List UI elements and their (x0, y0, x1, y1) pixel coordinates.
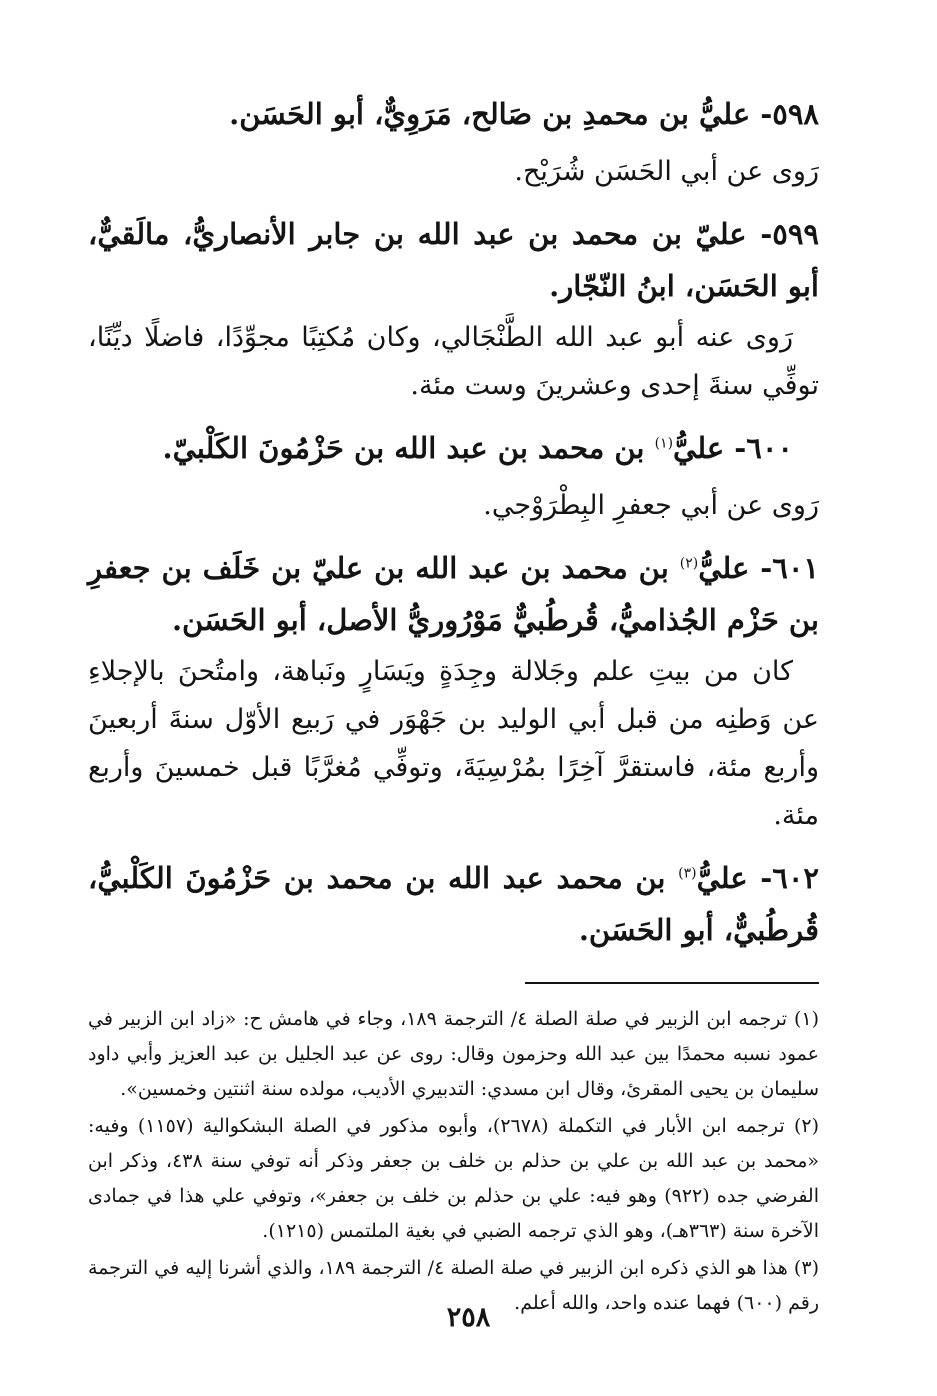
entry-heading-start: ٦٠٢- عليُّ (696, 861, 819, 895)
entry-601 (88, 542, 819, 840)
footnote-marker: (٣) (678, 865, 697, 882)
entry-heading: ٥٩٩- عليّ بن محمد بن عبد الله بن جابر الأنصاريُّ، مالَقيٌّ، أبو الحَسَن، ابنُ النّجّار. (88, 217, 819, 303)
entry-text: كان من بيتِ علم وجَلالة وجِدَةٍ ويَسَارٍ ونَباهة، وامتُحنَ بالإجلاءِ عن وَطنِه من قبل أبي الوليد بن جَهْوَر في رَبيع الأوّل سنةَ أربعينَ وأربع مئة، فاستقرَّ آخِرًا بمُرْسِيَةَ، وتوفِّي مُغرَّبًا قبل خمسينَ وأربع مئة. (88, 656, 819, 831)
entry-text: رَوى عن أبي الحَسَن شُرَيْح. (514, 156, 819, 187)
entry-602 (88, 852, 819, 956)
entry-text: رَوى عنه أبو عبد الله الطَّنْجَالي، وكان مُكتِبًا مجوِّدًا، فاضلًا ديِّنًا، توفِّي سنةَ إحدى وعشرينَ وست مئة. (88, 322, 819, 401)
footnote-marker: (٢) (679, 555, 699, 572)
entry-heading (88, 542, 819, 646)
entry-heading-rest: بن محمد بن عبد الله بن عليّ بن خَلَف بن جعفرِ بن حَزْم الجُذاميُّ، قُرطُبيٌّ مَوْرُوريُّ الأصل، أبو الحَسَن. (88, 551, 819, 637)
entry-heading-start: ٦٠١- عليُّ (698, 551, 819, 585)
entry-600 (88, 422, 819, 530)
footnote-separator (525, 982, 819, 984)
entry-heading (88, 422, 819, 474)
entry-599 (88, 208, 819, 410)
entry-heading (88, 852, 819, 956)
entry-text: رَوى عن أبي جعفرِ البِطْرَوْجي. (483, 490, 819, 521)
footnote-1: (١) ترجمه ابن الزبير في صلة الصلة ٤/ الترجمة ١٨٩، وجاء في هامش ح: «زاد ابن الزبير في عمود نسبه محمدًا بين عبد الله وحزمون وقال: روى عن عبد الجليل بن عبد العزيز وأبي داود سليمان بن يحيى المقرئ، وقال ابن مسدي: التدبيري الأديب، مولده سنة اثنتين وخمسين». (88, 1008, 819, 1100)
footnote-3: (٣) هذا هو الذي ذكره ابن الزبير في صلة الصلة ٤/ الترجمة ١٨٩، والذي أشرنا إليه في الترجمة رقم (٦٠٠) فهما عنده واحد، والله أعلم. (88, 1257, 819, 1314)
entry-heading-rest: بن محمد عبد الله بن محمد بن حَزْمُونَ الكَلْبيُّ، قُرطُبيٌّ، أبو الحَسَن. (88, 861, 819, 947)
footnote-marker: (١) (654, 435, 674, 452)
entry-598 (88, 88, 819, 196)
entry-heading: ٥٩٨- عليُّ بن محمدِ بن صَالح، مَرَوِيٌّ، أبو الحَسَن. (229, 97, 819, 131)
page-number: ٢٥٨ (446, 1302, 491, 1333)
footnotes (88, 1002, 819, 1321)
entry-heading-rest: بن محمد بن عبد الله بن حَزْمُونَ الكَلْبيّ. (162, 431, 655, 465)
entry-heading-start: ٦٠٠- عليُّ (673, 431, 793, 465)
footnote-2: (٢) ترجمه ابن الأبار في التكملة (٢٦٧٨)، وأبوه مذكور في الصلة البشكوالية (١١٥٧) وفيه: «محمد بن عبد الله بن علي بن حذلم بن خلف بن جعفر وذكر أنه توفي سنة ٤٣٨، وذكر ابن الفرضي جده (٩٢٢) وهو فيه: علي بن حذلم بن خلف بن جعفر»، وتوفي علي هذا في جمادى الآخرة سنة (٣٦٣هـ)، وهو الذي ترجمه الضبي في بغية الملتمس (١٢١٥). (88, 1115, 820, 1242)
